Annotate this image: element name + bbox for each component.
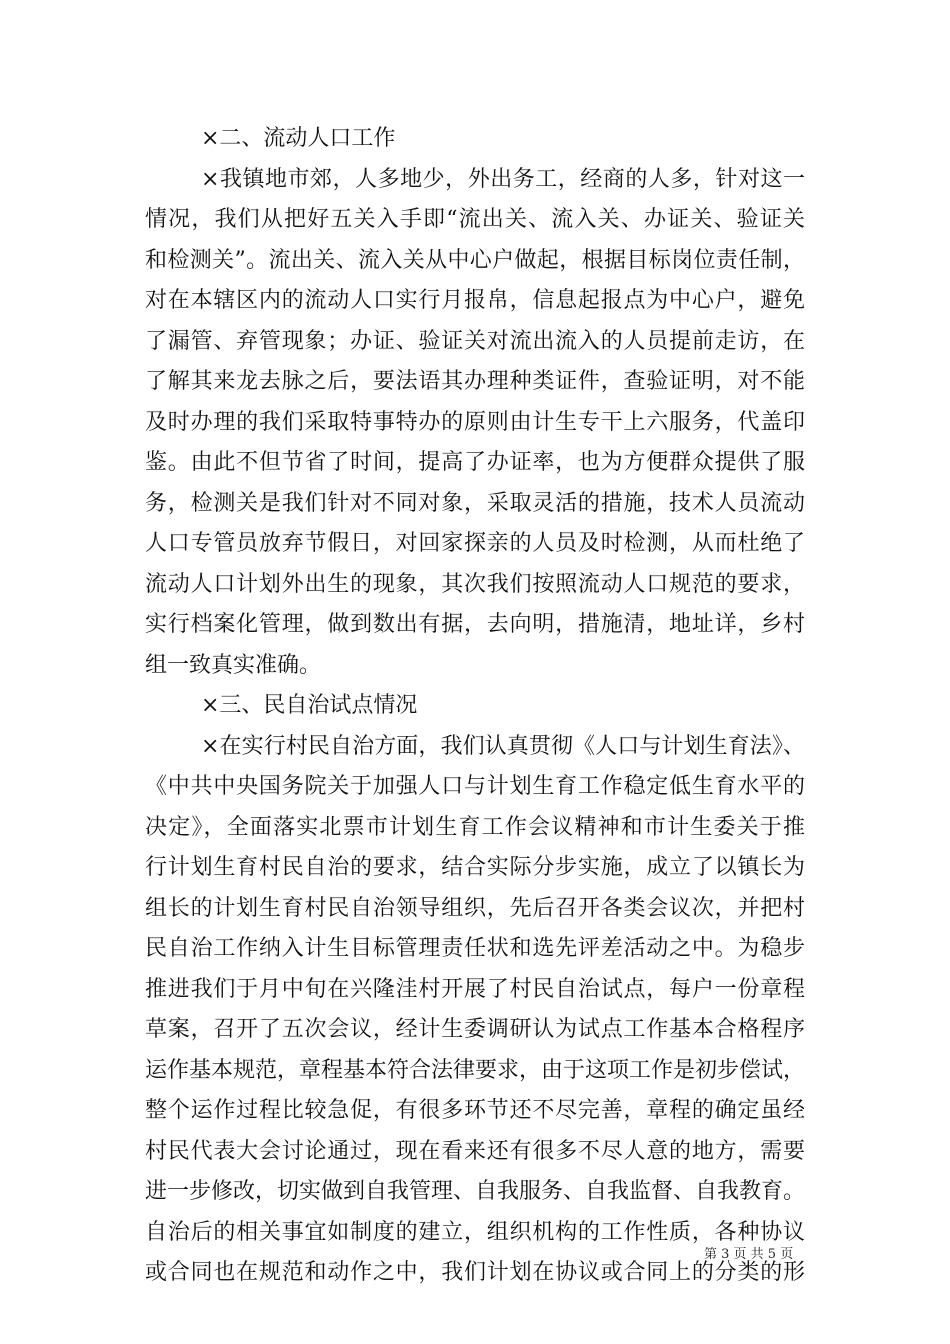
document-body [145, 119, 805, 1294]
paragraph-line-last: 组一致真实准确。 [145, 652, 322, 678]
paragraph-line: 村民代表大会讨论通过，现在看来还有很多不尽人意的地方，需要 [145, 1138, 805, 1164]
paragraph-line: 草案，召开了五次会议，经计生委调研认为试点工作基本合格程序 [145, 1017, 805, 1042]
paragraph-line: 决定》，全面落实北票市计划生育工作会议精神和市计生委关于推 [145, 814, 805, 840]
paragraph-line: 和检测关”。流出关、流入关从中心户做起，根据目标岗位责任制， [145, 247, 805, 273]
paragraph-line: 情况，我们从把好五关入手即“流出关、流入关、办证关、验证关 [145, 207, 805, 232]
paragraph-line: ×我镇地市郊，人多地少，外出务工，经商的人多，针对这一 [201, 166, 805, 192]
paragraph-line: 整个运作过程比较急促，有很多环节还不尽完善，章程的确定虽经 [145, 1098, 805, 1123]
paragraph-line: 自治后的相关事宜如制度的建立，组织机构的工作性质，各种协议 [145, 1219, 805, 1245]
paragraph-line: 或合同也在规范和动作之中，我们计划在协议或合同上的分类的形 [145, 1260, 805, 1285]
paragraph-line: 鉴。由此不但节省了时间，提高了办证率，也为方便群众提供了服 [145, 450, 805, 475]
paragraph-line: 进一步修改，切实做到自我管理、自我服务、自我监督、自我教育。 [145, 1179, 805, 1204]
paragraph-line: 了解其来龙去脉之后，要法语其办理种类证件，查验证明，对不能 [145, 369, 805, 394]
paragraph-line: 民自治工作纳入计生目标管理责任状和选先评差活动之中。为稳步 [145, 936, 805, 961]
page-number-footer: 第 3 页 共 5 页 [704, 1247, 794, 1262]
paragraph-line: 人口专管员放弃节假日，对回家探亲的人员及时检测，从而杜绝了 [145, 531, 805, 556]
paragraph-line: 务，检测关是我们针对不同对象，采取灵活的措施，技术人员流动 [145, 490, 805, 516]
paragraph-line: 行计划生育村民自治的要求，结合实际分步实施，成立了以镇长为 [145, 855, 805, 880]
section-heading-2: ×二、流动人口工作 [201, 126, 396, 151]
paragraph-line: 流动人口计划外出生的现象，其次我们按照流动人口规范的要求， [145, 571, 805, 597]
paragraph-line: 了漏管、弃管现象；办证、验证关对流出流入的人员提前走访，在 [145, 328, 805, 354]
section-heading-3: ×三、民自治试点情况 [201, 693, 418, 718]
paragraph-line: 《中共中央国务院关于加强人口与计划生育工作稳定低生育水平的 [145, 774, 805, 799]
paragraph-line: 组长的计划生育村民自治领导组织，先后召开各类会议次，并把村 [145, 895, 805, 921]
paragraph-line: 对在本辖区内的流动人口实行月报帛，信息起报点为中心户，避免 [145, 288, 805, 313]
paragraph-line: 实行档案化管理，做到数出有据，去向明，措施清，地址详，乡村 [145, 612, 805, 637]
paragraph-line: 及时办理的我们采取特事特办的原则由计生专干上六服务，代盖印 [145, 409, 805, 435]
paragraph-line: ×在实行村民自治方面，我们认真贯彻《人口与计划生育法》、 [201, 733, 805, 759]
paragraph-line: 推进我们于月中旬在兴隆洼村开展了村民自治试点，每户一份章程 [145, 976, 805, 1002]
paragraph-line: 运作基本规范，章程基本符合法律要求，由于这项工作是初步偿试， [145, 1057, 805, 1083]
